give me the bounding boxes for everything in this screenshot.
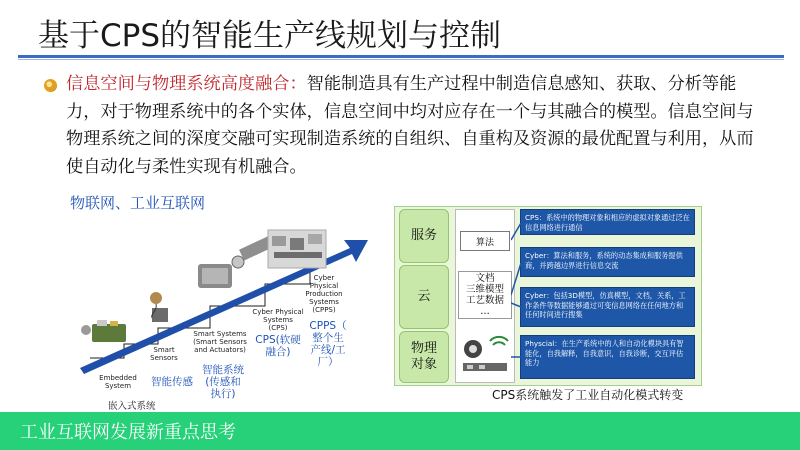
layer-cloud: 云: [399, 265, 449, 329]
stage-en-smart-sensors: Smart Sensors: [150, 346, 178, 362]
paragraph-lead: 信息空间与物理系统高度融合：: [66, 74, 307, 94]
paragraph-body: 智能制造具有生产过程中制造信息感知、获取、分析等能力，对于物理系统中的各个实体，信息空间中均对应存在一个与其融合的模型。信息空间与物理系统之间的深度交融可实现制造系统的自组织、自重构及资源的最优配置与利用，从而使自动化与柔性实现有机融合。: [66, 74, 754, 177]
cps-caption: CPS系统触发了工业自动化模式转变: [492, 388, 684, 402]
stage-cn-smart-systems: 智能系统 (传感和 执行): [202, 364, 244, 400]
embedded-board-image: [81, 320, 126, 342]
layer-physical-object: 物理 对象: [399, 331, 449, 383]
desc-cyber-data: Cyber：包括3D模型，仿真模型，文档，关系，工作条件等数据能够通过可变信息网络在任何地方和任何时间进行搜集: [520, 287, 695, 327]
stage-cn-smart-sensing: 智能传感: [151, 376, 193, 388]
iot-label: 物联网、工业互联网: [70, 194, 206, 212]
stage-en-cpps: Cyber Physical Production Systems (CPPS): [305, 274, 343, 314]
layer-service: 服务: [399, 209, 449, 263]
sensor-image: [150, 292, 168, 322]
stage-en-embedded: Embedded System: [99, 374, 137, 390]
body-paragraph: [66, 71, 766, 181]
desc-cps: CPS：系统中的物理对象和相应的虚拟对象通过泛在信息网络进行通信: [520, 209, 695, 235]
connector-arrows: [511, 207, 523, 385]
stage-en-smart-systems: Smart Systems (Smart Sensors and Actuators): [193, 330, 247, 354]
cps-diagram: [394, 206, 702, 386]
title-divider-thin: [18, 59, 784, 60]
footer-title: 工业互联网发展新重点思考: [20, 422, 236, 443]
title-divider: [18, 55, 784, 58]
evolution-figure: [60, 218, 390, 418]
data-box: 文档 三维模型 工艺数据 …: [458, 271, 512, 319]
bullet-icon: [44, 79, 57, 92]
desc-cyber-service: Cyber：算法和服务，系统的动态集成和服务提供商，并跨越边界进行信息交流: [520, 247, 695, 277]
stage-cn-embedded: 嵌入式系统: [108, 401, 156, 412]
stage-en-cps: Cyber Physical Systems (CPS): [252, 308, 304, 332]
physical-devices-image: [459, 335, 511, 375]
algorithm-box: 算法: [460, 231, 510, 251]
page-title: 基于CPS的智能生产线规划与控制: [38, 18, 502, 54]
stage-cn-cps: CPS(软硬 融合): [255, 334, 301, 358]
stage-cn-cpps: CPPS（ 整个生 产线/工 厂）: [309, 320, 347, 368]
actuator-image: [198, 235, 275, 288]
production-line-image: [268, 230, 326, 268]
desc-physical: Physcial：在生产系统中的人和自动化模块具有智能化，自我解释，自我意识，自我诊断，交互评估能力: [520, 335, 695, 379]
